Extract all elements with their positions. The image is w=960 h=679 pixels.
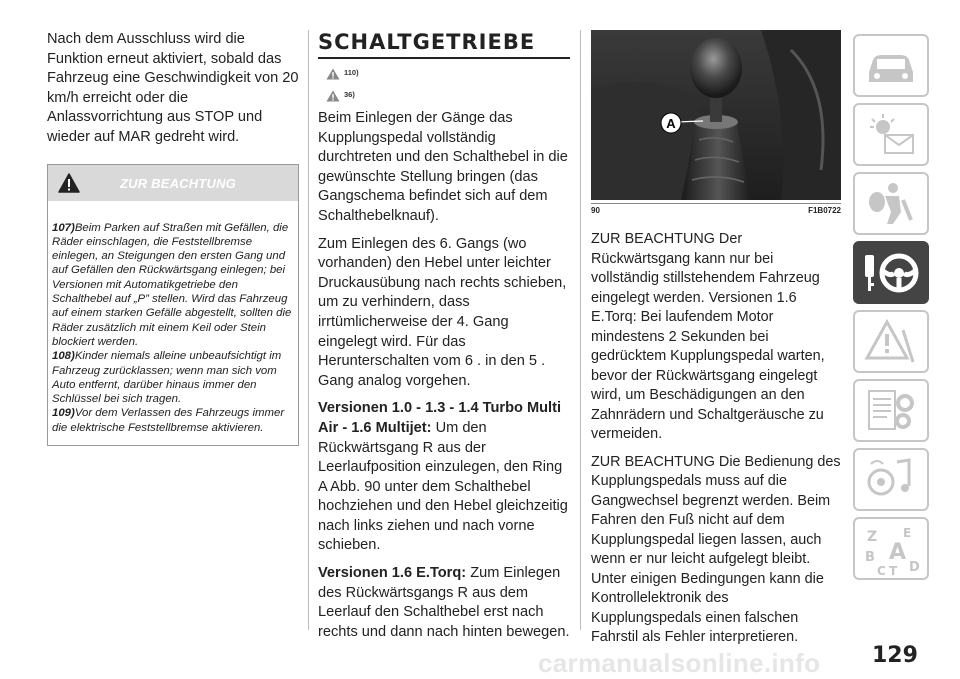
figure-caption xyxy=(591,203,841,220)
note-number: 109) xyxy=(52,407,75,420)
index-letter: T xyxy=(889,564,898,577)
section-title: SCHALTGETRIEBE xyxy=(318,30,570,59)
note-number: 107) xyxy=(52,221,75,234)
version-label: Versionen 1.0 - 1.3 - 1.4 Turbo Multi Air - 1.6 Multijet: xyxy=(318,400,562,436)
index-letter: A xyxy=(889,540,907,565)
note-text: Beim Parken auf Straßen mit Gefällen, die Räder einschlagen, die Feststellbremse einlegen, an Steigungen den ersten Gang und auf Gefällen den Rückwärtsgang einlegen; bei Versionen mit Automatikgetriebe den Schalthebel auf „P” stellen. Wird das Fahrzeug auf einem starken Gefälle abgestellt, sollten die Räder zusätzlich mit einem Keil oder Stein blockiert werden. xyxy=(52,221,292,348)
index-letter: D xyxy=(909,560,920,575)
column-right xyxy=(591,30,841,656)
index-letter: C xyxy=(877,564,886,577)
note-text: Kinder niemals alleine unbeaufsichtigt im Fahrzeug zurücklassen; wenn man sich vom Auto entfernt, darüber hinaus immer den Schlüssel bei sich tragen. xyxy=(52,350,282,406)
tab-car[interactable] xyxy=(853,34,929,97)
note-number: 108) xyxy=(52,350,75,363)
warning-note xyxy=(52,221,294,350)
paragraph: ZUR BEACHTUNG Die Bedienung des Kupplungspedals muss auf die Gangwechsel begrenzt werden. Beim Fahren den Fuß nicht auf dem Kupplungspedal liegen lassen, auch wenn er nur leicht aufgelegt bleibt. Unter einigen Bedingungen kann die Kontrollelektronik des Kupplungspedals einen falschen Fahrstil als Fehler interpretieren. xyxy=(591,453,841,645)
warning-triangle-icon xyxy=(326,68,340,80)
warning-road-icon xyxy=(863,318,919,366)
version-label: Versionen 1.6 E.Torq: xyxy=(318,565,467,582)
warning-body xyxy=(48,201,298,445)
note-text: Vor dem Verlassen des Fahrzeugs immer die elektrische Feststellbremse aktivieren. xyxy=(52,407,285,434)
warning-box xyxy=(47,164,299,446)
tab-emergency[interactable] xyxy=(853,310,929,373)
car-icon xyxy=(863,42,919,90)
dashboard-lights-icon xyxy=(863,111,919,159)
paragraph xyxy=(318,399,570,556)
figure-number: 90 xyxy=(591,206,600,215)
reference-number: 36) xyxy=(344,90,355,99)
figure-code: F1B0722 xyxy=(808,206,841,215)
tab-steering-active[interactable] xyxy=(853,241,929,304)
callout-label: A xyxy=(666,116,676,131)
tab-dashboard-lights[interactable] xyxy=(853,103,929,166)
multimedia-icon xyxy=(863,456,919,504)
paragraph xyxy=(318,564,570,642)
column-middle xyxy=(318,30,570,650)
safety-airbag-icon xyxy=(863,180,919,228)
steering-key-icon xyxy=(861,247,921,297)
paragraph: Zum Einlegen des 6. Gangs (wo vorhanden) den Hebel unter leichter Druckausübung nach rechts schieben, um zu verhindern, dass irrtümlicherweise der 4. Gang eingelegt wird. Für das Herunterschalten vom 6 . in den 5 . Gang analog vorgehen. xyxy=(318,235,567,389)
maintenance-icon xyxy=(863,387,919,435)
warning-note xyxy=(52,349,294,406)
tab-multimedia[interactable] xyxy=(853,448,929,511)
reference-row xyxy=(318,65,570,87)
tab-safety[interactable] xyxy=(853,172,929,235)
reference-number: 110) xyxy=(344,68,359,77)
index-letter: Z xyxy=(867,529,878,545)
column-left xyxy=(47,30,299,446)
paragraph-text: Um den Rückwärtsgang R aus der Leerlaufposition einzulegen, den Ring A Abb. 90 unter dem Schalthebel hochziehen und den Hebel gleichzeitig nach links ziehen und nach vorne schieben. xyxy=(318,419,568,554)
warning-triangle-icon xyxy=(58,173,80,193)
intro-paragraph: Nach dem Ausschluss wird die Funktion erneut aktiviert, sobald das Fahrzeug eine Geschwindigkeit von 20 km/h erreicht oder die Anlassvorrichtung aus STOP und wieder auf MAR gedreht wird. xyxy=(47,31,299,145)
gear-shift-photo xyxy=(591,30,841,200)
paragraph-text: Zum Einlegen des Rückwärtsgangs R aus dem Leerlauf den Schalthebel erst nach rechts und dann nach hinten bewegen. xyxy=(318,565,570,640)
warning-header xyxy=(48,165,298,201)
page-number: 129 xyxy=(872,643,918,668)
caution-triangle-icon xyxy=(326,90,340,102)
column-divider xyxy=(580,30,581,630)
warning-note xyxy=(52,406,294,435)
column-divider xyxy=(308,30,309,630)
chapter-tabs xyxy=(853,34,929,586)
paragraph: Beim Einlegen der Gänge das Kupplungspedal vollständig durchtreten und den Schalthebel in die gewünschte Stellung bringen (das Gangschema befindet sich auf dem Schalthebelknauf). xyxy=(318,110,568,224)
index-letter: B xyxy=(865,550,875,565)
watermark: carmanualsonline.info xyxy=(538,648,821,678)
tab-index[interactable] xyxy=(853,517,929,580)
paragraph: ZUR BEACHTUNG Der Rückwärtsgang kann nur bei vollständig stillstehendem Fahrzeug eingelegt werden. Versionen 1.6 E.Torq: Bei laufendem Motor mindestens 2 Sekunden bei gedrücktem Kupplungspedal warten, bevor der Rückwärtsgang eingelegt wird, um Beschädigungen an den Zahnrädern und Schaltgeräusche zu vermeiden. xyxy=(591,231,825,442)
tab-maintenance[interactable] xyxy=(853,379,929,442)
index-letters-icon xyxy=(863,525,923,577)
warning-title: ZUR BEACHTUNG xyxy=(120,175,236,191)
index-letter: E xyxy=(903,526,912,540)
reference-row xyxy=(318,87,570,109)
gear-lever-illustration xyxy=(591,30,841,200)
